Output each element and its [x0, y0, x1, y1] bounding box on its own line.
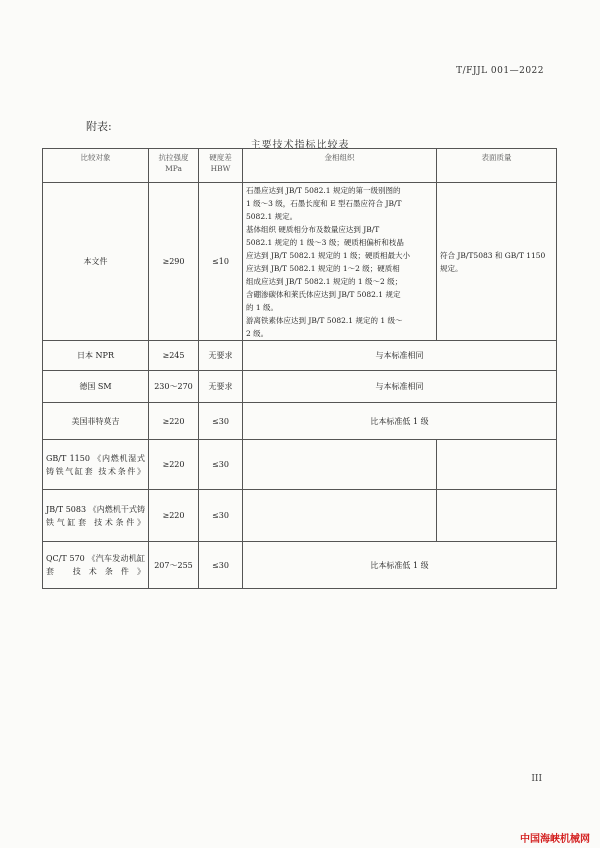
- cell-hardness: ≤30: [199, 440, 243, 490]
- site-watermark: 中国海峡机械网: [520, 834, 590, 845]
- page-number: III: [531, 774, 542, 784]
- cell-merged: 比本标准低 1 级: [243, 403, 557, 440]
- metal-line: 基体组织 硬质相分布及数量应达到 JB/T: [246, 225, 380, 234]
- header-surface: 表面质量: [437, 149, 557, 183]
- metal-line: 石墨应达到 JB/T 5082.1 规定的第一级别图的: [246, 186, 401, 195]
- cell-hardness: 无要求: [199, 371, 243, 403]
- metal-line: 1 级～3 级，石墨长度和 E 型石墨应符合 JB/T: [246, 199, 402, 208]
- header-metallographic: 金相组织: [243, 149, 437, 183]
- metal-line: 2 级。: [246, 329, 269, 338]
- metal-line: 5082.1 规定的 1 级～3 级；硬质相偏析和枝晶: [246, 238, 404, 247]
- table-row: [43, 371, 557, 403]
- metal-line: 的 1 级。: [246, 303, 279, 312]
- table-row: [43, 490, 557, 542]
- metal-line: 5082.1 规定。: [246, 212, 298, 221]
- metal-line: 组成应达到 JB/T 5082.1 规定的 1 级～2 级；: [246, 277, 403, 286]
- cell-object: 美国菲特莫吉: [43, 403, 149, 440]
- cell-tensile: 207～255: [149, 542, 199, 589]
- cell-surface: [437, 490, 557, 542]
- cell-hardness: ≤10: [199, 183, 243, 341]
- cell-hardness: ≤30: [199, 403, 243, 440]
- metal-line: 应达到 JB/T 5082.1 规定的 1 级；硬质相最大小: [246, 251, 410, 260]
- header-tensile: 抗拉强度 MPa: [149, 149, 199, 183]
- cell-tensile: ≥290: [149, 183, 199, 341]
- cell-hardness: 无要求: [199, 341, 243, 371]
- cell-merged: 比本标准低 1 级: [243, 542, 557, 589]
- cell-metallographic: [243, 490, 437, 542]
- cell-metallographic: [243, 440, 437, 490]
- cell-tensile: ≥220: [149, 490, 199, 542]
- cell-metallographic: [243, 183, 437, 341]
- comparison-table: [42, 148, 557, 589]
- table-caption: 主要技术指标比较表: [250, 140, 350, 151]
- cell-hardness: ≤30: [199, 490, 243, 542]
- table-row: [43, 341, 557, 371]
- cell-object: 日本 NPR: [43, 341, 149, 371]
- header-hardness: 硬度差 HBW: [199, 149, 243, 183]
- cell-merged: 与本标准相同: [243, 371, 557, 403]
- cell-object: GB/T 1150 《内燃机湿式铸铁气缸套 技术条件》: [43, 440, 149, 490]
- metal-line: 应达到 JB/T 5082.1 规定的 1～2 级；硬质相: [246, 264, 400, 273]
- table-row: [43, 183, 557, 341]
- metal-line: 游离铁素体应达到 JB/T 5082.1 规定的 1 级～: [246, 316, 403, 325]
- header-object: 比较对象: [43, 149, 149, 183]
- metal-line: 含硼渗碳体和莱氏体应达到 JB/T 5082.1 规定: [246, 290, 401, 299]
- cell-tensile: ≥220: [149, 403, 199, 440]
- cell-surface: [437, 440, 557, 490]
- cell-object: JB/T 5083 《内燃机干式铸铁气缸套 技术条件》: [43, 490, 149, 542]
- cell-object: 德国 SM: [43, 371, 149, 403]
- cell-merged: 与本标准相同: [243, 341, 557, 371]
- cell-tensile: 230～270: [149, 371, 199, 403]
- cell-object: QC/T 570 《汽车发动机缸套 技术条件》: [43, 542, 149, 589]
- standard-code: T/FJJL 001—2022: [456, 66, 544, 76]
- cell-tensile: ≥245: [149, 341, 199, 371]
- table-row: [43, 403, 557, 440]
- cell-tensile: ≥220: [149, 440, 199, 490]
- cell-hardness: ≤30: [199, 542, 243, 589]
- table-header-row: [43, 149, 557, 183]
- appendix-label: 附表:: [86, 120, 112, 133]
- table-row: [43, 440, 557, 490]
- cell-object: 本文件: [43, 183, 149, 341]
- cell-surface: 符合 JB/T5083 和 GB/T 1150 规定。: [437, 183, 557, 341]
- table-row: [43, 542, 557, 589]
